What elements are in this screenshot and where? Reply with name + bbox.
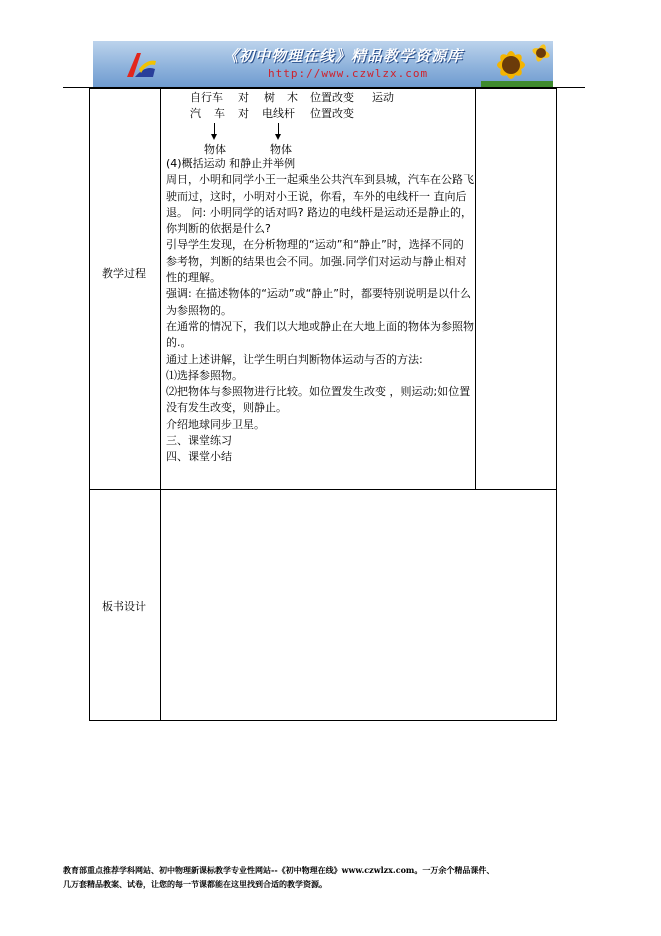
diagram-word: 位置改变: [310, 91, 354, 104]
content-paragraph: ⑵把物体与参照物进行比较。如位置发生改变 ，则运动;如位置没有发生改变，则静止。: [166, 385, 471, 415]
row-label-board-design: 板书设计: [102, 600, 146, 613]
content-paragraph: ⑴选择参照物。: [166, 368, 243, 382]
footer-line: 教育部重点推荐学科网站、初中物理新课标教学专业性网站--《初中物理在线》www.czwlzx.com。一万余个精品课件、: [63, 865, 495, 875]
diagram-word: 木: [287, 91, 298, 104]
header-banner: [93, 41, 553, 87]
page-footer: [63, 863, 623, 891]
content-paragraph: 通过上述讲解，让学生明白判断物体运动与否的方法:: [166, 352, 423, 366]
diagram-word: 物体: [270, 143, 292, 156]
row-label-teaching-process: 教学过程: [102, 267, 146, 280]
content-paragraph: 周日，小明和同学小王一起乘坐公共汽车到县城，汽车在公路飞驶而过，这时，小明对小王说，你看，车外的电线杆一 直向后退。 问: 小明同学的话对吗? 路边的电线杆是运动还是静止的，你判断的依据是什么?: [166, 173, 474, 236]
banner-url-link[interactable]: http://www.czwlzx.com: [268, 67, 429, 80]
teaching-process-content: [166, 90, 474, 466]
diagram-word: 电线杆: [262, 107, 295, 120]
content-paragraph: 引导学生发现，在分析物理的“运动”和“静止”时，选择不同的参考物，判断的结果也会不同。加强.同学们对运动与静止相对性的理解。: [166, 238, 467, 285]
footer-line: 几万套精品教案、试卷，让您的每一节课都能在这里找到合适的教学资源。: [63, 879, 327, 889]
down-arrow-icon: [211, 134, 217, 140]
motion-diagram: [166, 90, 474, 156]
content-paragraph: 三、课堂练习: [166, 434, 232, 448]
diagram-word: 物体: [204, 143, 226, 156]
down-arrow-icon: [275, 134, 281, 140]
site-logo-icon: [123, 47, 157, 81]
content-paragraph: 介绍地球同步卫星。: [166, 417, 265, 431]
diagram-word: 车: [214, 107, 225, 120]
diagram-word: 自行车: [190, 91, 223, 104]
diagram-word: 对: [238, 107, 249, 120]
table-column-divider-left: [160, 88, 161, 721]
content-paragraph: 四、课堂小结: [166, 450, 232, 464]
content-paragraph: 在通常的情况下，我们以大地或静止在大地上面的物体为参照物的.。: [166, 319, 474, 350]
diagram-word: 汽: [190, 107, 201, 120]
diagram-word: 对: [238, 91, 249, 104]
diagram-word: 位置改变: [310, 107, 354, 120]
table-row-divider: [89, 489, 557, 490]
sunflower-icon: [481, 41, 553, 87]
diagram-word: 树: [264, 91, 275, 104]
diagram-word: 运动: [372, 91, 394, 104]
content-paragraph: (4)概括运动 和静止并举例: [166, 157, 296, 170]
table-column-divider-right: [475, 88, 476, 489]
banner-title: 《初中物理在线》精品教学资源库: [223, 47, 464, 65]
content-paragraph: 强调: 在描述物体的“运动”或“静止”时，都要特别说明是以什么为参照物的。: [166, 287, 471, 317]
